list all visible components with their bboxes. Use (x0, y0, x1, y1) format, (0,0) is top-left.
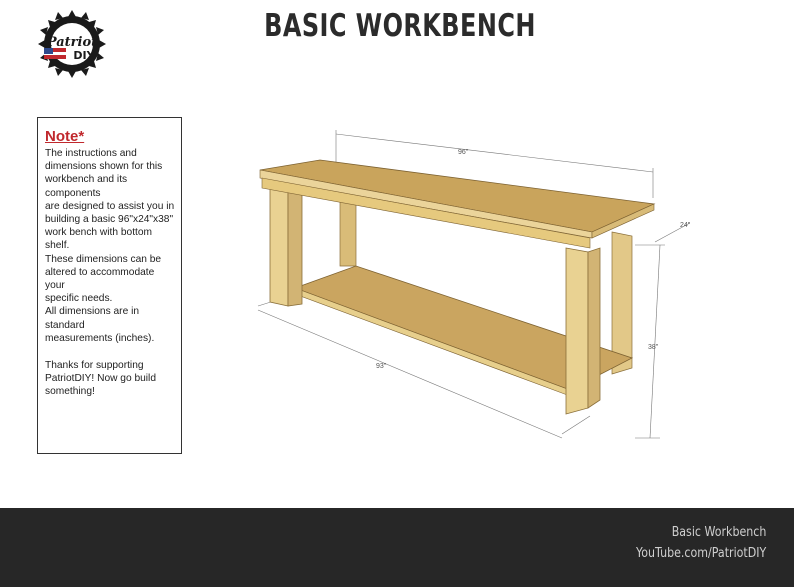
bench-top (260, 160, 654, 248)
dim-label-height: 38" (648, 344, 659, 351)
dim-label-depth: 24" (680, 222, 690, 229)
dim-line-height (650, 245, 660, 438)
footer-bar (0, 508, 794, 587)
note-title: Note* (45, 128, 85, 145)
note-body: The instructions and dimensions shown for this workbench and its components are designed to assist you in building a basic 96"x24"x38" work bench with bottom shelf. These dimensions can be altered to accommodate your specific needs. All dimensions are in standard measurements (inches). (45, 148, 175, 344)
footer-title: Basic Workbench (671, 525, 766, 540)
dim-line-top (336, 134, 653, 172)
logo-text-top: Patriot (46, 35, 98, 50)
dim-label-top-length: 96" (458, 149, 469, 156)
note-thanks: Thanks for supporting PatriotDIY! Now go build something! (45, 360, 156, 398)
footer-url: YouTube.com/PatriotDIY (635, 546, 766, 561)
patriot-diy-logo (36, 8, 108, 80)
workbench-drawing (240, 120, 690, 450)
dim-label-shelf-length: 93" (376, 363, 387, 370)
logo-text-bottom: DIY (73, 49, 95, 62)
page-title: BASIC WORKBENCH (264, 8, 536, 44)
note-box (37, 117, 182, 454)
